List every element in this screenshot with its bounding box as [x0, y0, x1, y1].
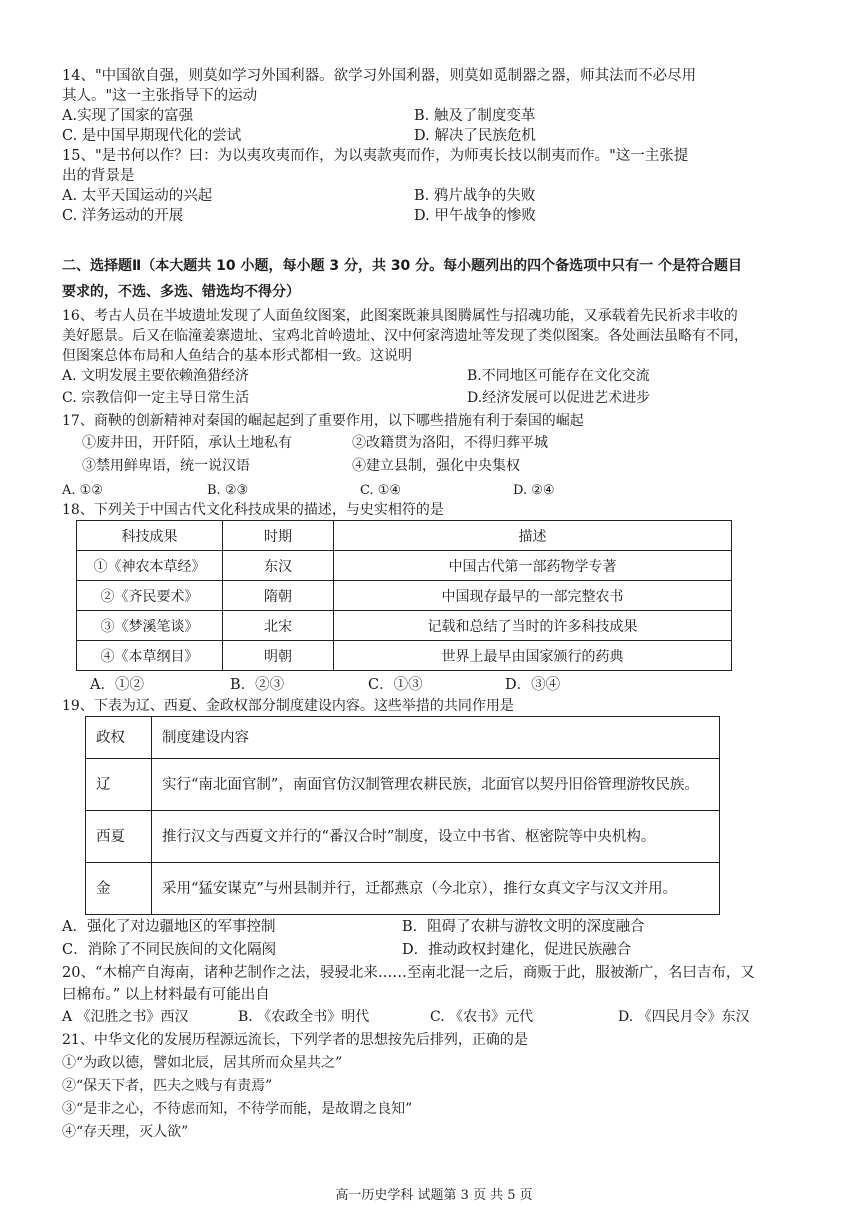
table-cell: 辽	[86, 759, 152, 811]
q14-option-c: C. 是中国早期现代化的尝试	[62, 128, 242, 144]
q20-stem-line1: 20、“木棉产自海南，诸种艺制作之法，骎骎北来……至南北混一之后，商贩于此，服被渐广，名曰吉布，又	[62, 965, 755, 981]
q14-stem-line2: 其人。"这一主张指导下的运动	[62, 88, 258, 104]
table-cell: 中国现存最早的一部完整农书	[334, 581, 732, 611]
q18-stem: 18、下列关于中国古代文化科技成果的描述，与史实相符的是	[62, 502, 444, 518]
q17-option-d: D. ②④	[513, 483, 555, 498]
q17-item-2: ②改籍贯为洛阳，不得归葬平城	[352, 435, 548, 451]
q21-item-3: ③“是非之心，不待虑而知，不待学而能，是故谓之良知”	[62, 1101, 413, 1117]
q20-stem-line2: 曰棉布。” 以上材料最有可能出自	[62, 987, 270, 1003]
q18-option-b: B．②③	[230, 677, 285, 693]
table-cell: 北宋	[223, 611, 334, 641]
q20-option-d: D. 《四民月令》东汉	[618, 1009, 750, 1025]
table-cell: 记载和总结了当时的许多科技成果	[334, 611, 732, 641]
q19-option-b: B．阻碍了农耕与游牧文明的深度融合	[402, 919, 645, 935]
section2-title-line1: 二、选择题Ⅱ（本大题共 10 小题，每小题 3 分，共 30 分。每小题列出的四个备选项中只有一 个是符合题目	[62, 258, 743, 274]
table-cell: 推行汉文与西夏文并行的“番汉合时”制度，设立中书省、枢密院等中央机构。	[152, 811, 720, 863]
table-row	[77, 581, 732, 611]
q18-header-cell: 描述	[334, 521, 732, 551]
q18-table	[76, 520, 732, 671]
q18-header-cell: 时期	[223, 521, 334, 551]
q16-option-d: D.经济发展可以促进艺术进步	[467, 390, 651, 406]
q16-option-b: B.不同地区可能存在文化交流	[467, 368, 650, 384]
q16-option-a: A. 文明发展主要依赖渔猎经济	[62, 368, 250, 384]
q20-option-c: C. 《农书》元代	[430, 1009, 534, 1025]
q17-item-4: ④建立县制，强化中央集权	[352, 458, 520, 474]
q18-table-header	[77, 521, 732, 551]
q19-stem: 19、下表为辽、西夏、金政权部分制度建设内容。这些举措的共同作用是	[62, 698, 514, 714]
q19-table-header	[86, 717, 720, 759]
q16-stem-line2: 美好愿景。后又在临潼姜寨遗址、宝鸡北首岭遗址、汉中何家湾遗址等发现了类似图案。各处画法虽略有不同，	[62, 328, 748, 344]
q21-stem: 21、中华文化的发展历程源远流长，下列学者的思想按先后排列，正确的是	[62, 1032, 528, 1048]
q16-stem-line1: 16、考古人员在半坡遗址发现了人面鱼纹图案，此图案既兼具图腾属性与招魂功能，又承载着先民祈求丰收的	[62, 308, 738, 324]
table-row	[86, 863, 720, 915]
q21-item-1: ①“为政以德，譬如北辰，居其所而众星共之”	[62, 1055, 343, 1071]
q15-option-b: B. 鸦片战争的失败	[414, 188, 536, 204]
q19-header-cell: 政权	[86, 717, 152, 759]
q18-option-a: A．①②	[90, 677, 144, 693]
q16-option-c: C. 宗教信仰一定主导日常生活	[62, 390, 250, 406]
q18-option-c: C．①③	[368, 677, 423, 693]
q14-option-b: B. 触及了制度变革	[414, 108, 536, 124]
q17-item-3: ③禁用鲜卑语，统一说汉语	[82, 458, 250, 474]
q19-header-cell: 制度建设内容	[152, 717, 720, 759]
q15-stem-line2: 出的背景是	[62, 168, 135, 184]
table-row	[77, 641, 732, 671]
q17-item-1: ①废井田，开阡陌，承认土地私有	[82, 435, 292, 451]
q18-header-cell: 科技成果	[77, 521, 223, 551]
table-cell: 世界上最早由国家颁行的药典	[334, 641, 732, 671]
q14-option-a: A.实现了国家的富强	[62, 108, 194, 124]
q19-option-a: A．强化了对边疆地区的军事控制	[62, 919, 276, 935]
table-cell: 中国古代第一部药物学专著	[334, 551, 732, 581]
q15-option-d: D. 甲午战争的惨败	[414, 208, 536, 224]
table-cell: 西夏	[86, 811, 152, 863]
q17-option-c: C. ①④	[360, 483, 402, 498]
q14-option-d: D. 解决了民族危机	[414, 128, 536, 144]
q17-option-b: B. ②③	[207, 483, 249, 498]
q20-option-a: A 《氾胜之书》西汉	[62, 1009, 189, 1025]
table-cell: 明朝	[223, 641, 334, 671]
q15-stem-line1: 15、"是书何以作？曰：为以夷攻夷而作，为以夷款夷而作，为师夷长技以制夷而作。"这一主张提	[62, 148, 689, 164]
q14-stem-line1: 14、"中国欲自强，则莫如学习外国利器。欲学习外国利器，则莫如觅制器之器，师其法而不必尽用	[62, 68, 697, 84]
table-cell: 采用“猛安谋克”与州县制并行，迁都燕京（今北京），推行女真文字与汉文并用。	[152, 863, 720, 915]
table-cell: ④《本草纲目》	[77, 641, 223, 671]
q17-option-a: A. ①②	[62, 483, 103, 498]
q20-option-b: B. 《农政全书》明代	[238, 1009, 370, 1025]
q19-option-d: D．推动政权封建化，促进民族融合	[402, 942, 632, 958]
q21-item-4: ④“存天理，灭人欲”	[62, 1124, 189, 1140]
table-row	[77, 611, 732, 641]
q18-option-d: D．③④	[505, 677, 561, 693]
table-cell: ①《神农本草经》	[77, 551, 223, 581]
q19-option-c: C．消除了不同民族间的文化隔阂	[62, 942, 277, 958]
table-cell: 东汉	[223, 551, 334, 581]
table-cell: ③《梦溪笔谈》	[77, 611, 223, 641]
table-cell: 金	[86, 863, 152, 915]
q19-table	[85, 716, 720, 915]
q15-option-c: C. 洋务运动的开展	[62, 208, 184, 224]
page-footer: 高一历史学科 试题第 3 页 共 5 页	[335, 1188, 533, 1203]
table-row	[86, 811, 720, 863]
table-cell: 实行“南北面官制”，南面官仿汉制管理农耕民族，北面官以契丹旧俗管理游牧民族。	[152, 759, 720, 811]
table-row	[86, 759, 720, 811]
q21-item-2: ②“保天下者，匹夫之贱与有责焉”	[62, 1078, 273, 1094]
section2-title-line2: 要求的，不选、多选、错选均不得分）	[62, 284, 300, 300]
q16-stem-line3: 但图案总体布局和人鱼结合的基本形式都相一致。这说明	[62, 348, 412, 364]
table-cell: 隋朝	[223, 581, 334, 611]
table-cell: ②《齐民要术》	[77, 581, 223, 611]
q17-stem: 17、商鞅的创新精神对秦国的崛起起到了重要作用，以下哪些措施有利于秦国的崛起	[62, 413, 584, 429]
table-row	[77, 551, 732, 581]
q15-option-a: A. 太平天国运动的兴起	[62, 188, 213, 204]
